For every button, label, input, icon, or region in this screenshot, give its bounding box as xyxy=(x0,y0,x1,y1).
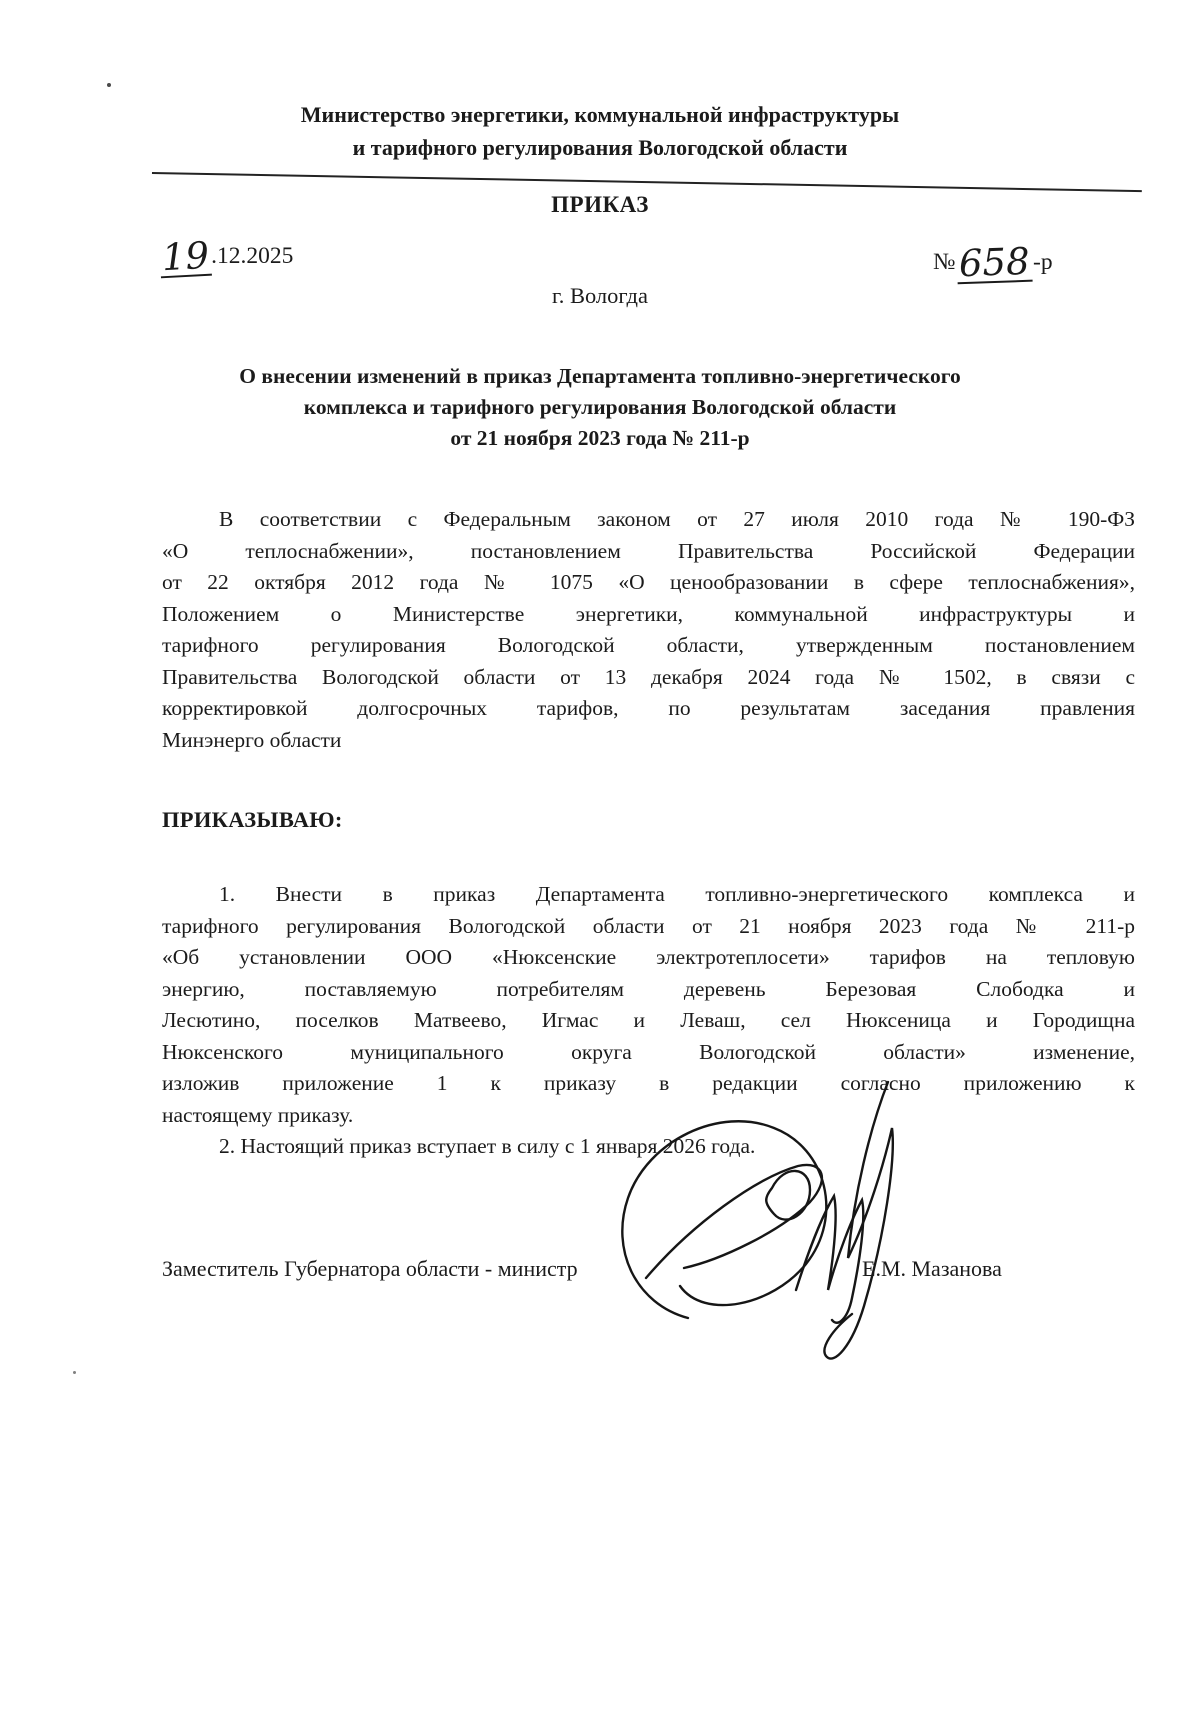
preamble-line-2: «О теплоснабжении», постановлением Правительства Российской Федерации xyxy=(162,538,1135,563)
ministry-header xyxy=(0,98,1200,164)
preamble-line-8: Минэнерго области xyxy=(162,727,342,752)
item1-line-1: 1. Внести в приказ Департамента топливно-энергетического комплекса и xyxy=(219,882,1135,906)
ministry-name-line-2: и тарифного регулирования Вологодской области xyxy=(352,135,848,160)
item1-line-8: настоящему приказу. xyxy=(162,1102,354,1127)
order-title-line-3: от 21 ноября 2023 года № 211-р xyxy=(450,426,750,450)
preamble-line-5: тарифного регулирования Вологодской области, утвержденным постановлением xyxy=(162,633,1135,657)
order-number xyxy=(933,239,1053,286)
handwritten-signature-icon xyxy=(588,1066,908,1366)
item1-line-5: Лесютино, поселков Матвеево, Игмас и Леваш, сел Нюксеница и Городищна xyxy=(162,1008,1135,1032)
item1-line-6: Нюксенского муниципального округа Вологодской области» изменение, xyxy=(162,1039,1135,1064)
number-suffix: -р xyxy=(1033,249,1053,275)
signoff-position: Заместитель Губернатора области - министр xyxy=(162,1256,578,1281)
printed-date-part: .12.2025 xyxy=(211,243,294,269)
order-title xyxy=(0,361,1200,454)
ministry-name-line-1: Министерство энергетики, коммунальной инфраструктуры xyxy=(300,102,900,127)
doc-type-heading: ПРИКАЗ xyxy=(551,192,649,217)
item1-line-3: «Об установлении ООО «Нюксенские электротеплосети» тарифов на тепловую xyxy=(162,945,1135,969)
scan-artifact-dot xyxy=(73,1371,76,1374)
command-word: ПРИКАЗЫВАЮ: xyxy=(162,807,343,832)
item1-line-7: изложив приложение 1 к приказу в редакции согласно приложению к xyxy=(162,1071,1135,1095)
handwritten-number: 658 xyxy=(958,239,1031,286)
place-line: г. Вологда xyxy=(552,283,648,308)
preamble-paragraph xyxy=(162,504,1135,756)
number-sign: № xyxy=(933,249,956,275)
item1-line-2: тарифного регулирования Вологодской области от 21 ноября 2023 года № 211-р xyxy=(162,913,1135,938)
preamble-line-1: В соответствии с Федеральным законом от 27 июля 2010 года № 190-ФЗ xyxy=(219,507,1135,531)
preamble-line-6: Правительства Вологодской области от 13 декабря 2024 года № 1502, в связи с xyxy=(162,664,1135,689)
signature-small-loop xyxy=(766,1171,810,1220)
signoff-name: Е.М. Мазанова xyxy=(862,1256,1002,1281)
scan-artifact-dot xyxy=(107,83,111,87)
order-date xyxy=(160,233,294,280)
signature-inner-loop xyxy=(646,1165,822,1278)
preamble-line-7: корректировкой долгосрочных тарифов, по результатам заседания правления xyxy=(162,696,1135,720)
order-item-2: 2. Настоящий приказ вступает в силу с 1 января 2026 года. xyxy=(219,1134,756,1158)
order-title-line-2: комплекса и тарифного регулирования Вологодской области xyxy=(303,395,897,419)
header-rule xyxy=(152,172,1142,192)
preamble-line-3: от 22 октября 2012 года № 1075 «О ценообразовании в сфере теплоснабжения», xyxy=(162,570,1135,594)
item1-line-4: энергию, поставляемую потребителям деревень Березовая Слободка и xyxy=(162,976,1135,1001)
preamble-line-4: Положением о Министерстве энергетики, коммунальной инфраструктуры и xyxy=(162,601,1135,626)
order-title-line-1: О внесении изменений в приказ Департамента топливно-энергетического xyxy=(239,364,961,388)
handwritten-day: 19 xyxy=(160,233,211,280)
